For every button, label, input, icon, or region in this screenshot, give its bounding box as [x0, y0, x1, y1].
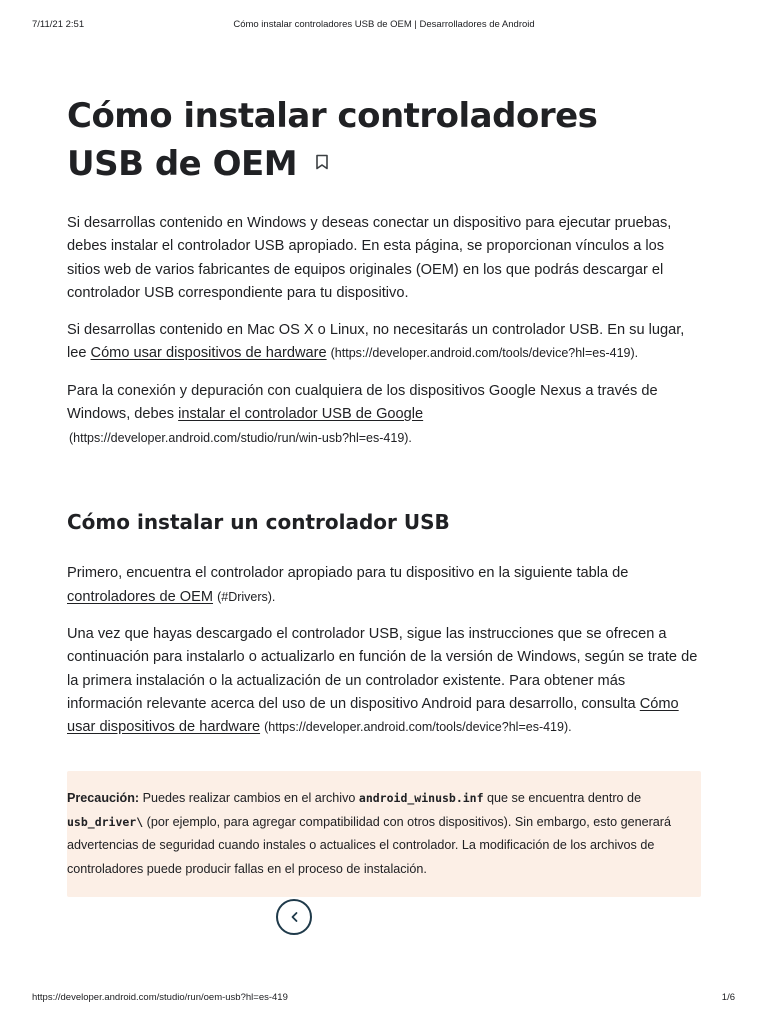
google-usb-driver-link[interactable]: instalar el controlador USB de Google: [178, 406, 424, 423]
google-usb-driver-url: (https://developer.android.com/studio/run/win-usb?hl=es-419).: [69, 431, 412, 446]
install-instructions-text: Una vez que hayas descargado el controlador USB, sigue las instrucciones que se ofrecen a continuación para instalarlo o actualizarlo en función de la versión de Windows, según se trate de la primera instalación o la actualización de un controlador existente. Para obtener más información relevante acerca del uso de un dispositivo Android para desarrollo, consulta: [67, 625, 698, 712]
previous-button[interactable]: [276, 899, 312, 935]
mac-linux-text: Si desarrollas contenido en Mac OS X o Linux, no necesitarás un controlador USB. En su lugar, lee: [67, 322, 685, 362]
hardware-devices-link[interactable]: Cómo usar dispositivos de hardware: [90, 345, 327, 362]
oem-drivers-anchor: (#Drivers).: [217, 589, 276, 604]
caution-text-2: que se encuentra dentro de: [483, 791, 642, 806]
hardware-devices-url-2: (https://developer.android.com/tools/device?hl=es-419).: [264, 720, 572, 735]
bookmark-icon[interactable]: [315, 154, 329, 170]
print-footer: [0, 992, 768, 1006]
page-number: 1/6: [721, 992, 735, 1003]
print-url: https://developer.android.com/studio/run/oem-usb?hl=es-419: [32, 992, 288, 1003]
print-page-title: Cómo instalar controladores USB de OEM | Desarrolladores de Android: [233, 19, 535, 30]
usb-driver-folder: usb_driver\: [67, 814, 144, 829]
caution-text: [67, 787, 701, 881]
inf-filename: android_winusb.inf: [358, 791, 484, 806]
page-title: [67, 92, 667, 188]
caution-text-3: (por ejemplo, para agregar compatibilidad con otros dispositivos). Sin embargo, esto generará advertencias de seguridad cuando instales o actualices el controlador. La modificación de los archivos de controladores puede producir fallas en el proceso de instalación.: [67, 814, 671, 876]
page-title-text: Cómo instalar controladores USB de OEM: [67, 96, 598, 184]
print-date: 7/11/21 2:51: [32, 19, 85, 30]
section-title: Cómo instalar un controlador USB: [67, 510, 450, 535]
install-instructions-paragraph: [67, 623, 701, 739]
nexus-paragraph: [67, 380, 701, 451]
caution-text-1: Puedes realizar cambios en el archivo: [139, 791, 359, 806]
hardware-devices-url: (https://developer.android.com/tools/device?hl=es-419).: [330, 346, 639, 361]
find-driver-paragraph: [67, 562, 701, 609]
find-driver-text: Primero, encuentra el controlador apropiado para tu dispositivo en la siguiente tabla de: [67, 565, 629, 582]
chevron-left-icon: [289, 911, 301, 923]
caution-callout: [67, 771, 701, 897]
hardware-devices-link-2[interactable]: Cómo usar dispositivos de hardware: [67, 695, 679, 736]
oem-drivers-link[interactable]: controladores de OEM: [67, 588, 214, 605]
print-header: [0, 19, 768, 33]
intro-paragraph: Si desarrollas contenido en Windows y deseas conectar un dispositivo para ejecutar pruebas, debes instalar el controlador USB apropiado. En esta página, se proporcionan vínculos a los sitios web de varios fabricantes de equipos originales (OEM) en los que podrás descargar el controlador USB correspondiente para tu dispositivo.: [67, 215, 672, 301]
article: [67, 92, 701, 897]
caution-label: Precaución:: [67, 791, 140, 806]
nexus-text: Para la conexión y depuración con cualquiera de los dispositivos Google Nexus a través de Windows, debes: [67, 382, 658, 423]
mac-linux-paragraph: [67, 319, 701, 366]
